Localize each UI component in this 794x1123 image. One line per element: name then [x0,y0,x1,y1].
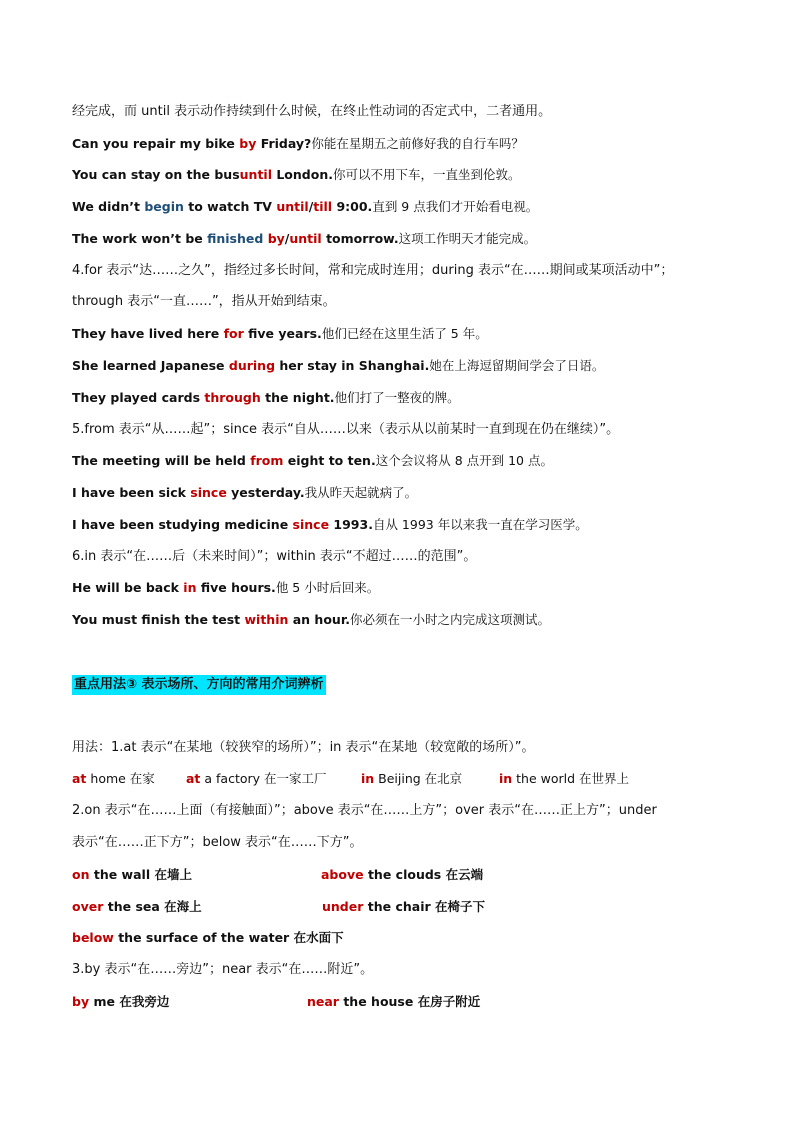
preposition-highlight: in [361,771,375,786]
preposition-highlight: until [289,231,322,246]
example-sentence [72,166,752,184]
text-line [72,739,752,757]
sentence-part: 9:00. [332,199,373,214]
phrase-item [72,898,202,916]
preposition-highlight: by [72,994,90,1009]
sentence-part: to watch TV [183,199,277,214]
preposition-highlight: since [292,517,330,532]
line-text: 5.from 表示“从……起”；since 表示“自从……以来（表示从以前某时一直到现在仍在继续）”。 [72,422,620,437]
sentence-part: The meeting will be held [72,453,251,468]
example-sentence [72,452,752,470]
phrase-text: the surface of the water 在水面下 [113,930,344,945]
sentence-part: Can you repair my bike [72,136,240,151]
preposition-highlight: in [499,771,513,786]
phrase-text: the house 在房子附近 [338,994,481,1009]
preposition-highlight: till [313,199,333,214]
preposition-highlight: until [276,199,309,214]
translation: 我从昨天起就病了。 [304,485,418,500]
phrase-text: the chair 在椅子下 [363,899,485,914]
sentence-part: eight to ten. [283,453,376,468]
translation: 他们打了一整夜的牌。 [334,390,460,405]
slash: / [284,231,290,246]
verb-highlight: finished [207,231,264,246]
example-sentence [72,230,752,248]
phrase-text: the world 在世界上 [512,771,630,786]
text-line [72,834,752,852]
translation: 自从 1993 年以来我一直在学习医学。 [372,517,588,532]
sentence-part: They played cards [72,390,205,405]
preposition-highlight: under [322,899,364,914]
example-sentence [72,325,752,343]
translation: 这个会议将从 8 点开到 10 点。 [375,453,553,468]
preposition-highlight: for [223,326,244,341]
sentence-part: You can stay on the bus [72,167,240,182]
sentence-part: five hours. [196,580,276,595]
preposition-highlight: by [267,231,285,246]
example-sentence [72,516,752,534]
phrase-text: a factory 在一家工厂 [200,771,327,786]
phrase-item [72,770,155,788]
sentence-part: an hour. [288,612,350,627]
phrase-text: me 在我旁边 [89,994,170,1009]
line-text: 4.for 表示“达……之久”，指经过多长时间，常和完成时连用；during 表示“在……期间或某项活动中”； [72,263,674,278]
sentence-part: I have been sick [72,485,191,500]
phrase-text: the sea 在海上 [103,899,202,914]
translation: 这项工作明天才能完成。 [398,231,537,246]
translation: 你能在星期五之前修好我的自行车吗？ [311,136,524,151]
line-text: 2.on 表示“在……上面（有接触面）”；above 表示“在……上方”；over 表示“在……正上方”；under [72,803,657,818]
text-line [72,293,752,311]
preposition-highlight: above [321,867,364,882]
phrase-item [321,866,483,884]
example-sentence [72,484,752,502]
line-text: through 表示“一直……”，指从开始到结束。 [72,294,336,309]
slash: / [308,199,314,214]
example-sentence [72,357,752,375]
phrase-item [72,993,169,1011]
sentence-part: I have been studying medicine [72,517,293,532]
preposition-highlight: during [228,358,276,373]
sentence-part: the night. [260,390,335,405]
sentence-part: The work won’t be [72,231,208,246]
text-line [72,961,752,979]
preposition-highlight: near [307,994,339,1009]
preposition-highlight: on [72,867,90,882]
line-text: 用法：1.at 表示“在某地（较狭窄的场所）”；in 表示“在某地（较宽敞的场所）”。 [72,740,535,755]
translation: 她在上海逗留期间学会了日语。 [429,358,605,373]
translation: 直到 9 点我们才开始看电视。 [372,199,539,214]
preposition-highlight: within [244,612,289,627]
translation: 你必须在一小时之内完成这项测试。 [349,612,550,627]
phrase-text: the wall 在墙上 [89,867,192,882]
preposition-highlight: at [186,771,201,786]
sentence-part: tomorrow. [321,231,399,246]
preposition-highlight: through [204,390,261,405]
example-sentence [72,611,752,629]
preposition-highlight: until [239,167,272,182]
phrase-item [322,898,485,916]
sentence-part: London. [271,167,333,182]
preposition-highlight: since [190,485,227,500]
sentence-part: yesterday. [226,485,305,500]
translation: 他们已经在这里生活了 5 年。 [321,326,488,341]
line-text: 经完成，而 until 表示动作持续到什么时候，在终止性动词的否定式中，二者通用。 [72,104,552,119]
sentence-part: five years. [243,326,322,341]
line-text: 3.by 表示“在……旁边”；near 表示“在……附近”。 [72,962,374,977]
section-heading: 重点用法③ 表示场所、方向的常用介词辨析 [72,675,326,695]
line-text: 6.in 表示“在……后（未来时间）”；within 表示“不超过……的范围”。 [72,549,477,564]
phrase-item [499,770,629,788]
text-line [72,262,752,280]
preposition-highlight: from [250,453,284,468]
sentence-part: Friday? [256,136,312,151]
translation: 他 5 小时后回来。 [275,580,380,595]
preposition-highlight: at [72,771,87,786]
phrase-text: the clouds 在云端 [363,867,484,882]
sentence-part: We didn’t [72,199,145,214]
phrase-item [72,866,192,884]
preposition-highlight: over [72,899,104,914]
preposition-highlight: below [72,930,114,945]
preposition-highlight: by [239,136,257,151]
example-sentence [72,389,752,407]
phrase-item [186,770,327,788]
example-sentence [72,198,752,216]
phrase-text: home 在家 [86,771,155,786]
phrase-item [307,993,480,1011]
sentence-part: She learned Japanese [72,358,229,373]
text-line [72,802,752,820]
text-line [72,103,752,121]
sentence-part: her stay in Shanghai. [275,358,430,373]
sentence-part: 1993. [329,517,373,532]
translation: 你可以不用下车，一直坐到伦敦。 [332,167,521,182]
phrase-text: Beijing 在北京 [374,771,463,786]
phrase-item [361,770,462,788]
preposition-highlight: in [183,580,197,595]
line-text: 表示“在……正下方”；below 表示“在……下方”。 [72,835,363,850]
text-line [72,421,752,439]
sentence-part: He will be back [72,580,184,595]
example-sentence [72,579,752,597]
phrase-row [72,929,752,947]
sentence-part: You must finish the test [72,612,245,627]
verb-highlight: begin [144,199,184,214]
text-line [72,548,752,566]
sentence-part: They have lived here [72,326,224,341]
example-sentence [72,135,752,153]
